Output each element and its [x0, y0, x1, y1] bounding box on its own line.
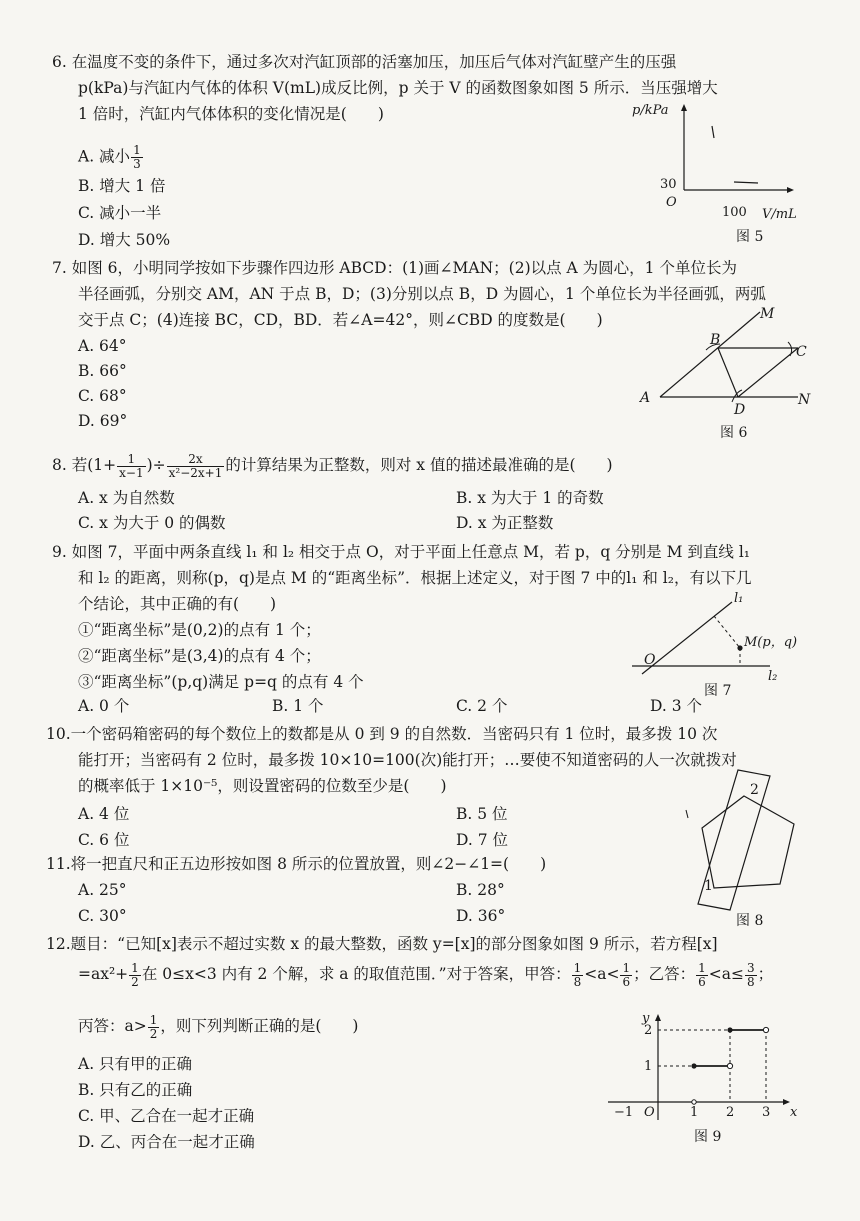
q6-option-b[interactable]: B. 增大 1 倍 — [78, 177, 166, 195]
q11-option-c[interactable]: C. 30° — [78, 907, 127, 925]
q8-option-a[interactable]: A. x 为自然数 — [78, 489, 175, 507]
fig5-x-tick: 100 — [722, 205, 747, 220]
fig5-x-label: V/mL — [762, 207, 797, 222]
fig7-caption: 图 7 — [704, 683, 732, 699]
q6-option-d[interactable]: D. 增大 50% — [78, 231, 171, 249]
q7-option-b[interactable]: B. 66° — [78, 362, 127, 380]
q9-line2: 和 l₂ 的距离，则称(p，q)是点 M 的“距离坐标”．根据上述定义，对于图 7 中的l₁ 和 l₂，有以下几 — [78, 569, 752, 587]
q8-fraction-1: $\frac{1}{x-1}$ — [119, 451, 144, 480]
q12-option-d[interactable]: D. 乙、丙合在一起才正确 — [78, 1133, 255, 1151]
fig6-label-c: C — [796, 344, 807, 360]
figure-9 — [604, 1010, 814, 1125]
q8-stem: 8. 若(1+ $\frac{1}{x-1}$ )÷ $\frac{2x}{\text{x²−2x+1}}$ 的计算结果为正整数，则对 x 值的描述最准确的是( ) — [52, 451, 613, 480]
q6-line2: p(kPa)与汽缸内气体的体积 V(mL)成反比例，p 关于 V 的函数图象如图 5 所示．当压强增大 — [78, 79, 718, 97]
q8-fraction-2: $\frac{2x}{\text{x²−2x+1}}$ — [168, 451, 223, 480]
q11-option-a[interactable]: A. 25° — [78, 881, 127, 899]
q6-option-a[interactable] — [78, 144, 144, 171]
q11-option-d[interactable]: D. 36° — [456, 907, 506, 925]
q9-line1: 9. 如图 7，平面中两条直线 l₁ 和 l₂ 相交于点 O，对于平面上任意点 M，若 p，q 分别是 M 到直线 l₁ — [52, 543, 751, 561]
fig5-caption: 图 5 — [736, 229, 764, 245]
q11-option-b[interactable]: B. 28° — [456, 881, 505, 899]
q6-option-c[interactable]: C. 减小一半 — [78, 204, 162, 222]
fig7-label-m: M(p，q) — [744, 635, 798, 650]
fig9-x-label: x — [790, 1105, 798, 1120]
q12-option-a[interactable]: A. 只有甲的正确 — [78, 1055, 193, 1073]
q6-option-a-text: A. 减小 — [78, 147, 131, 166]
q9-line3: 个结论，其中正确的有( ) — [78, 595, 277, 613]
fig9-y-tick-2: 2 — [644, 1023, 653, 1038]
fig9-caption: 图 9 — [694, 1129, 722, 1145]
q9-option-a[interactable]: A. 0 个 — [78, 697, 130, 715]
q10-option-b[interactable]: B. 5 位 — [456, 805, 508, 823]
fig9-y-tick-1: 1 — [644, 1059, 653, 1074]
q7-line3: 交于点 C；(4)连接 BC，CD，BD．若∠A=42°，则∠CBD 的度数是( ) — [78, 311, 603, 329]
q10-line1: 10.一个密码箱密码的每个数位上的数都是从 0 到 9 的自然数．当密码只有 1 位时，最多拨 10 次 — [46, 725, 718, 743]
fig6-label-a: A — [640, 390, 651, 406]
q12-line3: 丙答：a> $\frac{1}{2}$ ，则下列判断正确的是( ) — [78, 1012, 359, 1041]
fig9-x-tick-3: 3 — [762, 1105, 771, 1120]
q9-statement-3: ③“距离坐标”(p,q)满足 p=q 的点有 4 个 — [78, 673, 364, 691]
fig9-x-tick-m1: −1 — [614, 1105, 634, 1120]
q10-line3: 的概率低于 1×10⁻⁵，则设置密码的位数至少是( ) — [78, 777, 447, 795]
fig7-label-l1: l₁ — [734, 591, 744, 606]
q6-line3: 1 倍时，汽缸内气体体积的变化情况是( ) — [78, 105, 384, 123]
q11-line1: 11.将一把直尺和正五边形按如图 8 所示的位置放置，则∠2−∠1=( ) — [46, 855, 547, 873]
q12-option-c[interactable]: C. 甲、乙合在一起才正确 — [78, 1107, 255, 1125]
q9-option-d[interactable]: D. 3 个 — [650, 697, 703, 715]
fig6-label-n: N — [798, 392, 811, 408]
fig9-x-tick-1: 1 — [690, 1105, 699, 1120]
q10-option-a[interactable]: A. 4 位 — [78, 805, 130, 823]
q12-line1: 12.题目：“已知[x]表示不超过实数 x 的最大整数，函数 y=[x]的部分图象如图 9 所示，若方程[x] — [46, 935, 718, 953]
q12-line2: =ax²+ $\frac{1}{2}$ 在 0≤x<3 内有 2 个解，求 a 的取值范围．”对于答案，甲答： $\frac{1}{8}$ <a< $\frac{1}{6}$ ；乙答： $\frac{1}{6}$ <a≤ $\frac{3}{8}$ ； — [78, 960, 774, 989]
figure-8 — [680, 766, 820, 916]
q8-option-d[interactable]: D. x 为正整数 — [456, 514, 554, 532]
q7-option-c[interactable]: C. 68° — [78, 387, 127, 405]
fig9-origin: O — [644, 1105, 655, 1120]
fig6-label-b: B — [710, 332, 721, 348]
fig5-y-label: p/kPa — [632, 103, 669, 118]
q6-line1: 6. 在温度不变的条件下，通过多次对汽缸顶部的活塞加压，加压后气体对汽缸壁产生的压强 — [52, 53, 677, 71]
q9-statement-2: ②“距离坐标”是(3,4)的点有 4 个； — [78, 647, 321, 665]
fig7-label-l2: l₂ — [768, 669, 778, 684]
figure-7 — [622, 590, 822, 690]
q7-line1: 7. 如图 6，小明同学按如下步骤作四边形 ABCD：(1)画∠MAN；(2)以点 A 为圆心，1 个单位长为 — [52, 259, 737, 277]
fig7-label-o: O — [644, 652, 656, 668]
q7-option-a[interactable]: A. 64° — [78, 337, 127, 355]
fig9-x-tick-2: 2 — [726, 1105, 735, 1120]
fig6-caption: 图 6 — [720, 425, 748, 441]
fig5-y-tick: 30 — [660, 177, 677, 192]
fig6-label-m: M — [760, 306, 775, 322]
q10-line2: 能打开；当密码有 2 位时，最多拨 10×10=100(次)能打开；…要使不知道密码的人一次就拨对 — [78, 751, 737, 769]
figure-5 — [630, 100, 820, 230]
fig8-caption: 图 8 — [736, 913, 764, 929]
q7-option-d[interactable]: D. 69° — [78, 412, 128, 430]
q8-option-b[interactable]: B. x 为大于 1 的奇数 — [456, 489, 604, 507]
q9-option-c[interactable]: C. 2 个 — [456, 697, 508, 715]
fig5-origin: O — [666, 195, 677, 210]
q9-statement-1: ①“距离坐标”是(0,2)的点有 1 个； — [78, 621, 321, 639]
q7-line2: 半径画弧，分别交 AM，AN 于点 B，D；(3)分别以点 B，D 为圆心，1 个单位长为半径画弧，两弧 — [78, 285, 766, 303]
q10-option-c[interactable]: C. 6 位 — [78, 831, 130, 849]
q9-option-b[interactable]: B. 1 个 — [272, 697, 324, 715]
q10-option-d[interactable]: D. 7 位 — [456, 831, 509, 849]
q12-option-b[interactable]: B. 只有乙的正确 — [78, 1081, 193, 1099]
fig8-label-2: 2 — [750, 782, 759, 798]
fig9-y-label: y — [642, 1011, 650, 1026]
fig8-label-1: 1 — [704, 878, 713, 894]
figure-6 — [636, 304, 826, 434]
q8-option-c[interactable]: C. x 为大于 0 的偶数 — [78, 514, 226, 532]
fig6-label-d: D — [734, 402, 746, 418]
q6-option-a-fraction: $\frac{1}{3}$ — [133, 143, 141, 171]
